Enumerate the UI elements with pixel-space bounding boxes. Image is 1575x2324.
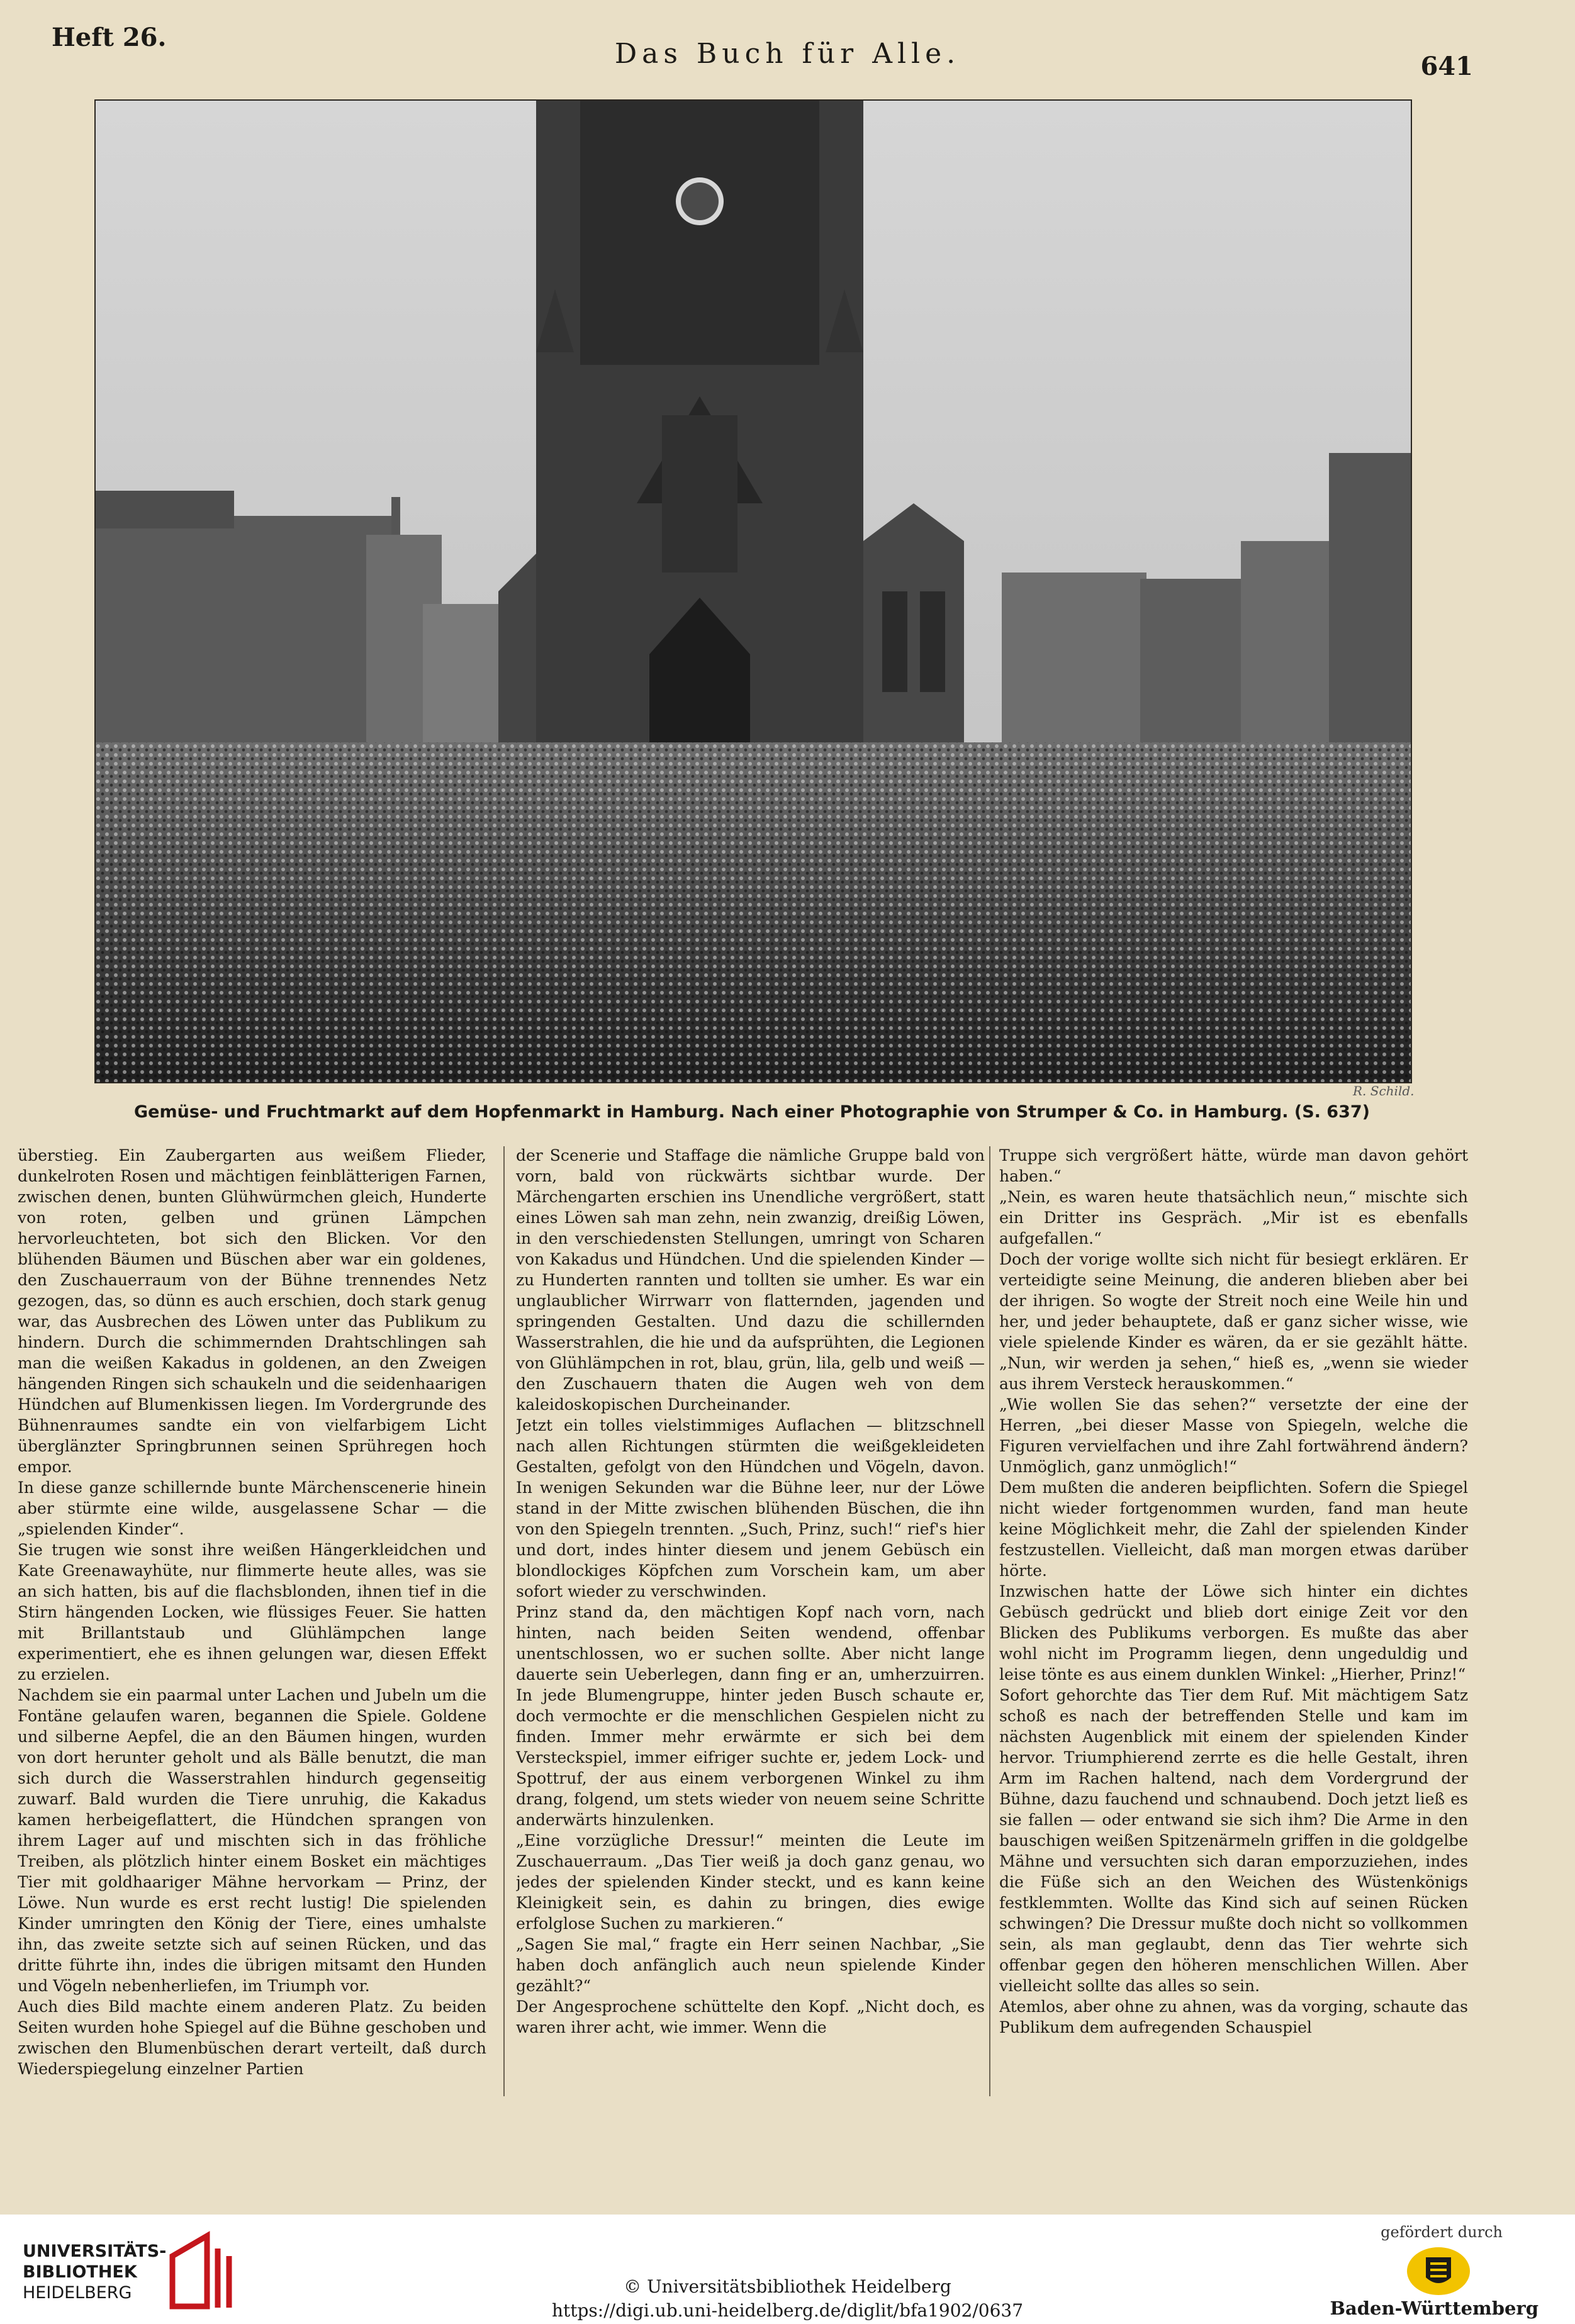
paragraph: Dem mußten die anderen beipflichten. Sofern die Spiegel nicht wieder fortgenommen wurden, fand man heute keine Möglichkeit mehr, die Zahl der spielenden Kinder festzustellen. Vielleicht, daß man morgen etwas darüber hörte. — [999, 1478, 1468, 1580]
paragraph: Jetzt ein tolles vielstimmiges Auflachen — blitzschnell nach allen Richtungen stürmten die weißgekleideten Gestalten, gefolgt von den Hündchen und Vögeln, davon. In wenigen Sekunden war die Bühne leer, nur der Löwe stand in der Mitte zwischen blühenden Büschen, die ihn von den Spiegeln trennten. „Such, Prinz, such!“ rief's hier und dort, indes hinter diesem und jenem Gebüsch ein blondlockiges Köpfchen zum Vorschein kam, um aber sofort wieder zu verschwinden. — [516, 1416, 985, 1601]
paragraph: Truppe sich vergrößert hätte, würde man davon gehört haben.“ — [999, 1146, 1468, 1185]
text-column-2 — [516, 1145, 985, 2101]
permalink[interactable]: https://digi.ub.uni-heidelberg.de/diglit/bfa1902/0637 — [551, 2300, 1024, 2321]
column-divider — [503, 1146, 505, 2096]
paragraph: „Nein, es waren heute thatsächlich neun,“ mischte sich ein Dritter ins Gespräch. „Mir ist es ebenfalls aufgefallen.“ — [999, 1188, 1468, 1248]
paragraph: Auch dies Bild machte einem anderen Platz. Zu beiden Seiten wurden hohe Spiegel auf die Bühne geschoben und zwischen den Blumenbüschen derart verteilt, daß durch Wiederspiegelung einzelner Partien — [18, 1997, 486, 2078]
paragraph: der Scenerie und Staffage die nämliche Gruppe bald von vorn, bald von rückwärts sichtbar wurde. Der Märchengarten erschien ins Unendliche vergrößert, statt eines Löwen sah man zehn, nein zwanzig, dreißig Löwen, in den verschiedensten Stellungen, umringt von Scharen von Kakadus und Hündchen. Und die spielenden Kinder — zu Hunderten rannten und tollten sie umher. Es war ein unglaublicher Wirrwarr von flatternden, jagenden und springenden Gestalten. Und dazu die schillernden Wasserstrahlen, die hie und da aufsprühten, die Legionen von Glühlämpchen in rot, blau, grün, lila, gelb und weiß — den Zuschauern thaten die Augen weh von dem kaleidoskopischen Durcheinander. — [516, 1146, 985, 1414]
library-name-line: UNIVERSITÄTS- — [23, 2242, 167, 2261]
library-logo[interactable] — [23, 2230, 230, 2311]
library-name-line: HEIDELBERG — [23, 2283, 132, 2303]
paragraph: Sofort gehorchte das Tier dem Ruf. Mit mächtigem Satz schoß es nach der betreffenden Stelle und kam im nächsten Augenblick mit einem der spielenden Kinder hervor. Triumphierend zerrte es die helle Gestalt, ihren Arm im Rachen haltend, nach dem Vordergrund der Bühne, dazu fauchend und schnaubend. Doch jetzt ließ es sie fallen — oder entwand sie sich ihm? Die Arme in den bauschigen weißen Spitzenärmeln griffen in die goldgelbe Mähne und versuchten sich daran emporzuziehen, indes die Füße sich an den Weichen des Wüstenkönigs festklemmten. Wollte das Kind sich auf seinen Rücken schwingen? Die Dressur mußte doch nicht so vollkommen sein, als man geglaubt, denn das Tier wehrte sich offenbar gegen den höheren menschlichen Willen. Aber vielleicht sollte das alles so sein. — [999, 1686, 1468, 1995]
market-photograph — [94, 99, 1412, 1083]
issue-number: Heft 26. — [52, 23, 167, 52]
magazine-title: Das Buch für Alle. — [614, 38, 961, 70]
paragraph: In diese ganze schillernde bunte Märchenscenerie hinein aber stürmte eine wilde, ausgelassene Schar — die „spielenden Kinder“. — [18, 1478, 486, 1538]
copyright-notice: © Universitätsbibliothek Heidelberg — [624, 2276, 951, 2297]
paragraph: Der Angesprochene schüttelte den Kopf. „Nicht doch, es waren ihrer acht, wie immer. Wenn die — [516, 1997, 985, 2036]
text-column-1 — [18, 1145, 486, 2101]
column-divider — [989, 1146, 990, 2096]
paragraph: Prinz stand da, den mächtigen Kopf nach vorn, nach hinten, nach beiden Seiten wendend, offenbar unentschlossen, wo er suchen sollte. Aber nicht lange dauerte sein Ueberlegen, dann fing er an, umherzuirren. In jede Blumengruppe, hinter jeden Busch schaute er, doch vermochte er die menschlichen Gespielen nicht zu finden. Immer mehr erwärmte er sich bei dem Versteckspiel, immer eifriger suchte er, jedem Lock- und Spottruf, der aus einem verborgenen Winkel zu ihm drang, folgend, um stets wieder von neuem seine Schritte anderwärts hinzulenken. — [516, 1603, 985, 1829]
page-number: 641 — [1420, 52, 1473, 81]
funder-name: Baden-Württemberg — [1330, 2298, 1539, 2319]
photographer-signature: R. Schild. — [1353, 1083, 1415, 1098]
paragraph: Doch der vorige wollte sich nicht für besiegt erklären. Er verteidigte seine Meinung, die anderen blieben aber bei der ihrigen. So wogte der Streit noch eine Weile hin und her, und jeder behauptete, daß er ganz sicher wisse, wie viele spielende Kinder es wären, da er sie gezählt hätte. „Nun, wir werden ja sehen,“ hieß es, „wenn sie wieder aus ihrem Versteck herauskommen.“ — [999, 1250, 1468, 1393]
paragraph: „Sagen Sie mal,“ fragte ein Herr seinen Nachbar, „Sie haben doch anfänglich auch neun spielende Kinder gezählt?“ — [516, 1935, 985, 1995]
paragraph: Sie trugen wie sonst ihre weißen Hängerkleidchen und Kate Greenawayhüte, nur flimmerte heute alles, was sie an sich hatten, bis auf die flachsblonden, ihnen tief in die Stirn hängenden Locken, wie flüssiges Feuer. Sie hatten mit Brillantstaub und Glühlämpchen lange experimentiert, ehe es ihnen gelungen war, diesen Effekt zu erzielen. — [18, 1541, 486, 1684]
state-coat-of-arms-icon — [1404, 2245, 1473, 2298]
paragraph: „Eine vorzügliche Dressur!“ meinten die Leute im Zuschauerraum. „Das Tier weiß ja doch ganz genau, wo jedes der spielenden Kinder steckt, und es kann keine Kleinigkeit sein, es dahin zu bringen, dies ewige erfolglose Suchen zu markieren.“ — [516, 1831, 985, 1933]
paragraph: Inzwischen hatte der Löwe sich hinter ein dichtes Gebüsch gedrückt und blieb dort einige Zeit vor den Blicken des Publikums verborgen. Es mußte das aber wohl nicht im Programm liegen, denn ungeduldig und leise tönte es aus einem dunklen Winkel: „Hierher, Prinz!“ — [999, 1582, 1468, 1684]
funder-label: gefördert durch — [1381, 2223, 1503, 2241]
paragraph: überstieg. Ein Zaubergarten aus weißem Flieder, dunkelroten Rosen und mächtigen feinblätterigen Farnen, zwischen denen, bunten Glühwürmchen gleich, Hunderte von roten, gelben und grünen Lämpchen hervorleuchteten, bot sich den Blicken. Vor den blühenden Bäumen und Büschen aber war ein goldenes, den Zuschauerraum von der Bühne trennendes Netz gezogen, das, so dünn es auch erschien, doch stark genug war, das Ausbrechen des Löwen unter das Publikum zu hindern. Durch die schimmernden Drahtschlingen sah man die weißen Kakadus in goldenen, an den Zweigen hängenden Ringen sich schaukeln und die seidenhaarigen Hündchen auf Blumenkissen liegen. Im Vordergrunde des Bühnenraumes sandte ein von vielfarbigem Licht überglänzter Springbrunnen seinen Sprühregen hoch empor. — [18, 1146, 486, 1476]
text-column-3 — [999, 1145, 1468, 2101]
paragraph: Nachdem sie ein paarmal unter Lachen und Jubeln um die Fontäne gelaufen waren, begannen die Spiele. Goldene und silberne Aepfel, die an den Bäumen hingen, wurden von dort herunter geholt und als Bälle benutzt, die man sich durch die Wasserstrahlen hindurch gegenseitig zuwarf. Bald wurden die Tiere unruhig, die Kakadus kamen herbeigeflattert, die Hündchen sprangen von ihrem Lager auf und mischten sich in das fröhliche Treiben, als plötzlich hinter einem Bosket ein mächtiges Tier mit goldhaariger Mähne hervorkam — Prinz, der Löwe. Nun wurde es erst recht lustig! Die spielenden Kinder umringten den König der Tiere, eines umhalste ihn, das zweite setzte sich auf seinen Rücken, und das dritte führte ihn, indes die übrigen mitsamt den Hunden und Vögeln nebenherliefen, im Triumph vor. — [18, 1686, 486, 1995]
paragraph: Atemlos, aber ohne zu ahnen, was da vorging, schaute das Publikum dem aufregenden Schauspiel — [999, 1997, 1468, 2036]
figure-caption: Gemüse- und Fruchtmarkt auf dem Hopfenmarkt in Hamburg. Nach einer Photographie von Strumper & Co. in Hamburg. (S. 637) — [133, 1102, 1370, 1122]
paragraph: „Wie wollen Sie das sehen?“ versetzte der eine der Herren, „bei dieser Masse von Spiegeln, welche die Figuren vervielfachen und ihre Zahl fortwährend ändern? Unmöglich, ganz unmöglich!“ — [999, 1395, 1468, 1476]
library-name-line: BIBLIOTHEK — [23, 2262, 137, 2282]
